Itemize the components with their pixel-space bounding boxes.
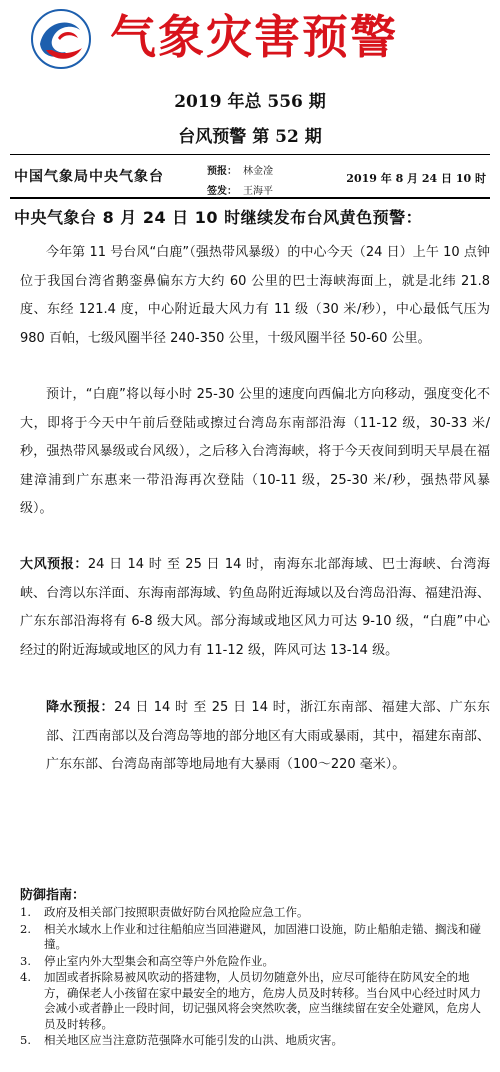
defense-item [20, 905, 490, 921]
forecaster [207, 162, 273, 177]
rain-forecast-paragraph [20, 694, 490, 780]
defense-item-text: 相关地区应当注意防范强降水可能引发的山洪、地质灾害。 [44, 1033, 343, 1047]
typhoon-position-paragraph: 今年第 11 号台风“白鹿”（强热带风暴级）的中心今天（24 日）上午 10 点钟位于我国台湾省鹅銮鼻偏东方大约 60 公里的巴士海峡海面上，就是北纬 21.8 度、东经 121.4 度，中心附近最大风力有 11 级（30 米/秒），中心最低气压为 980 百帕，七级风圈半径 240-350 公里，十级风圈半径 50-60 公里。 [20, 245, 490, 346]
wind-forecast-paragraph [20, 551, 490, 665]
defense-item-text: 加固或者拆除易被风吹动的搭建物，人员切勿随意外出，应尽可能待在防风安全的地方，确保老人小孩留在家中最安全的地方，危房人员及时转移。当台风中心经过时风力会减小或者静止一段时间，切记强风将会突然吹袭，应当继续留在安全处避风，危房人员及时转移。 [44, 970, 481, 1031]
forecaster-label: 预报： [207, 166, 237, 177]
masthead-title: 气象灾害预警 [110, 10, 398, 64]
issuer-name: 王海平 [243, 186, 273, 197]
agency-name: 中国气象局中央气象台 [14, 169, 164, 185]
defense-item [20, 1033, 490, 1049]
wind-forecast-label: 大风预报： [20, 557, 88, 572]
issue-total: 2019 年总 556 期 [174, 92, 326, 112]
divider-top [10, 154, 490, 155]
defense-item-number: 3. [20, 953, 31, 968]
rain-forecast-text: 24 日 14 时 至 25 日 14 时，浙江东南部、福建大部、广东东部、江西南部以及台湾岛等地的部分地区有大雨或暴雨，其中，福建东南部、广东东部、台湾岛南部等地局地有大暴雨（100～220 毫米）。 [46, 700, 490, 772]
defense-item-number: 4. [20, 970, 31, 984]
issuer [207, 182, 273, 197]
issuer-label: 签发： [207, 186, 237, 197]
defense-item-number: 2. [20, 921, 31, 936]
issue-date: 2019 年 8 月 24 日 10 时 [346, 172, 486, 185]
issue-number: 台风预警 第 52 期 [178, 127, 322, 147]
cma-logo-icon [30, 8, 92, 70]
defense-guide-title: 防御指南： [20, 888, 86, 903]
defense-guide-list [20, 905, 490, 1050]
forecaster-name: 林金凎 [243, 166, 273, 177]
defense-item-text: 相关水域水上作业和过往船舶应当回港避风，加固港口设施，防止船舶走锚、搁浅和碰撞。 [44, 921, 481, 951]
defense-item [20, 970, 490, 1032]
divider-main [10, 197, 490, 199]
defense-item [20, 922, 490, 953]
defense-item-text: 政府及相关部门按照职责做好防台风抢险应急工作。 [44, 905, 309, 919]
headline: 中央气象台 8 月 24 日 10 时继续发布台风黄色预警： [14, 208, 423, 227]
defense-item-number: 1. [20, 905, 31, 919]
defense-item-number: 5. [20, 1033, 31, 1047]
wind-forecast-text: 24 日 14 时 至 25 日 14 时，南海东北部海域、巴士海峡、台湾海峡、台湾以东洋面、东海南部海域、钓鱼岛附近海域以及台湾岛沿海、福建沿海、广东东部沿海将有 6-8 级大风。部分海域或地区风力可达 9-10 级，“白鹿”中心经过的附近海域或地区的风力有 11-12 级，阵风可达 13-14 级。 [20, 557, 490, 658]
defense-item [20, 954, 490, 970]
masthead [0, 0, 500, 80]
forecast-track-paragraph: 预计，“白鹿”将以每小时 25-30 公里的速度向西偏北方向移动，强度变化不大，即将于今天中午前后登陆或擦过台湾岛东南部沿海（11-12 级，30-33 米/秒，强热带风暴级或台风级），之后移入台湾海峡，将于今天夜间到明天早晨在福建漳浦到广东惠来一带沿海再次登陆（10-11 级，25-30 米/秒，强热带风暴级）。 [20, 387, 490, 516]
rain-forecast-label: 降水预报： [46, 700, 115, 715]
defense-item-text: 停止室内外大型集会和高空等户外危险作业。 [44, 953, 274, 968]
